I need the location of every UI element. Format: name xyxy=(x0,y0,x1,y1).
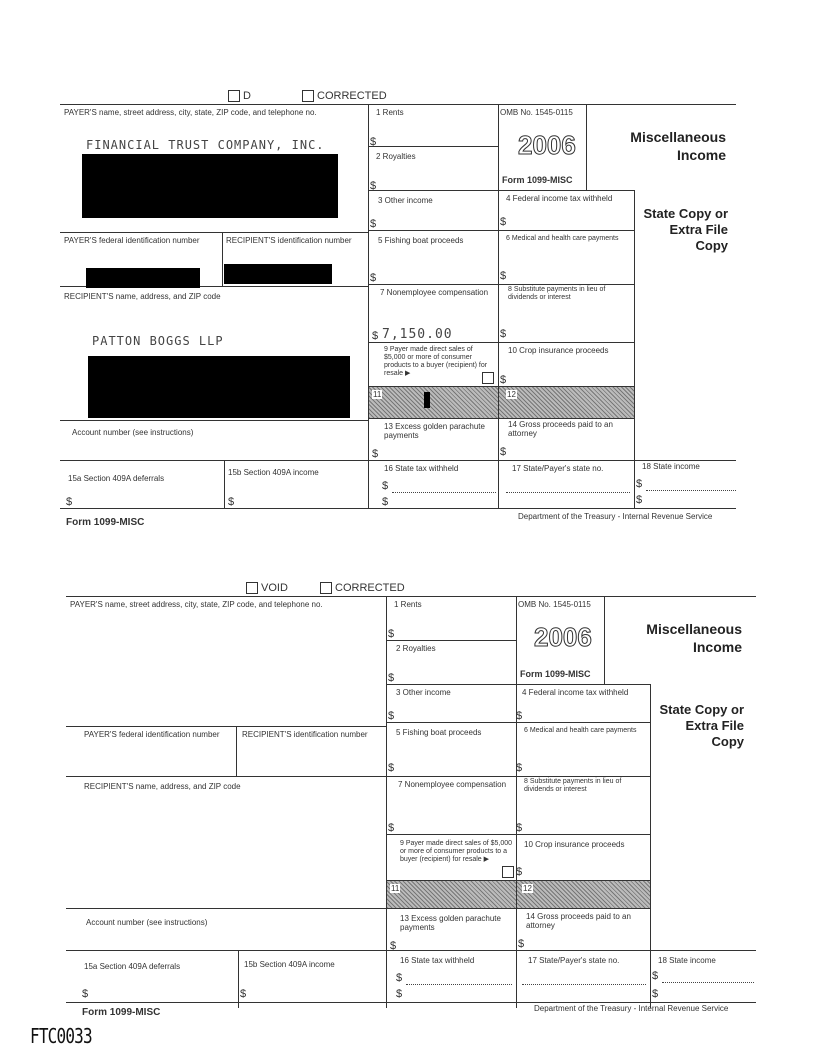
box7-value: 7,150.00 xyxy=(382,327,453,342)
tax-year: 2006 xyxy=(518,130,576,160)
recipient-label: RECIPIENT'S name, address, and ZIP code xyxy=(64,292,221,301)
recipient-id-label-2: RECIPIENT'S identification number xyxy=(242,730,368,739)
box13-label-2: 13 Excess golden parachute payments xyxy=(400,914,501,932)
box15a-label-2: 15a Section 409A deferrals xyxy=(84,962,181,971)
tax-year-2: 2006 xyxy=(534,622,592,652)
corrected-label: CORRECTED xyxy=(317,90,387,102)
box16-label: 16 State tax withheld xyxy=(384,464,459,473)
box2-dollar: $ xyxy=(370,180,377,192)
payer-label-2: PAYER'S name, street address, city, state, ZIP code, and telephone no. xyxy=(70,600,323,609)
box15b-dollar: $ xyxy=(228,496,235,508)
box7-label-2: 7 Nonemployee compensation xyxy=(398,780,507,789)
payer-fed-id-label: PAYER'S federal identification number xyxy=(64,236,200,245)
box14-dollar-2: $ xyxy=(518,938,525,950)
box13-dollar: $ xyxy=(372,448,379,460)
account-label-2: Account number (see instructions) xyxy=(86,918,208,927)
form-label-small-2: Form 1099-MISC xyxy=(520,669,591,679)
box8-label-2: 8 Substitute payments in lieu of dividends or interest xyxy=(524,778,622,793)
bates-number: FTC0033 xyxy=(30,1024,92,1048)
box2-label-2: 2 Royalties xyxy=(396,644,436,653)
box3-label-2: 3 Other income xyxy=(396,688,451,697)
box1-dollar: $ xyxy=(370,136,377,148)
box6-dollar-2: $ xyxy=(516,762,523,774)
box14-label: 14 Gross proceeds paid to an attorney xyxy=(508,420,613,438)
box14-label-2: 14 Gross proceeds paid to an attorney xyxy=(526,912,631,930)
box9-label: 9 Payer made direct sales of $5,000 or more of consumer products to a buyer (recipient) for resale ▶ xyxy=(384,346,488,377)
box10-label: 10 Crop insurance proceeds xyxy=(508,346,609,355)
box7-label: 7 Nonemployee compensation xyxy=(380,288,489,297)
box16-dollar-2a: $ xyxy=(396,972,403,984)
account-label: Account number (see instructions) xyxy=(72,428,194,437)
box12-shaded-2 xyxy=(517,881,650,908)
box18-dollar-1: $ xyxy=(636,478,643,490)
recipient-label-2: RECIPIENT'S name, address, and ZIP code xyxy=(84,782,241,791)
corrected-checkbox-2[interactable] xyxy=(320,582,405,594)
box13-label: 13 Excess golden parachute payments xyxy=(384,422,485,440)
box11-label: 11 xyxy=(373,390,382,399)
box13-dollar-2: $ xyxy=(390,940,397,952)
box16-dollar-2: $ xyxy=(382,496,389,508)
box16-label-2: 16 State tax withheld xyxy=(400,956,475,965)
state-copy-label: State Copy or Extra File Copy xyxy=(643,206,728,253)
footer-form: Form 1099-MISC xyxy=(66,517,145,528)
box18-label-2: 18 State income xyxy=(658,956,716,965)
box5-label: 5 Fishing boat proceeds xyxy=(378,236,464,245)
box18-dollar-2b: $ xyxy=(652,988,659,1000)
box7-dollar: $ xyxy=(372,330,379,342)
box5-label-2: 5 Fishing boat proceeds xyxy=(396,728,482,737)
box14-dollar: $ xyxy=(500,446,507,458)
box17-label: 17 State/Payer's state no. xyxy=(512,464,604,473)
footer-dept-2: Department of the Treasury - Internal Revenue Service xyxy=(534,1004,729,1013)
box4-dollar: $ xyxy=(500,216,507,228)
box10-dollar: $ xyxy=(500,374,507,386)
payer-fed-id-label-2: PAYER'S federal identification number xyxy=(84,730,220,739)
box1-label-2: 1 Rents xyxy=(394,600,422,609)
corrected-box-2[interactable] xyxy=(320,582,332,594)
box4-dollar-2: $ xyxy=(516,710,523,722)
box18-label: 18 State income xyxy=(642,462,700,471)
box17-label-2: 17 State/Payer's state no. xyxy=(528,956,620,965)
box15b-label: 15b Section 409A income xyxy=(228,468,319,477)
box10-label-2: 10 Crop insurance proceeds xyxy=(524,840,625,849)
box8-label: 8 Substitute payments in lieu of dividends or interest xyxy=(508,286,606,301)
box8-dollar: $ xyxy=(500,328,507,340)
box4-label-2: 4 Federal income tax withheld xyxy=(522,688,629,697)
box15b-label-2: 15b Section 409A income xyxy=(244,960,335,969)
box10-dollar-2: $ xyxy=(516,866,523,878)
box9-checkbox-2[interactable] xyxy=(502,866,514,878)
box12-label: 12 xyxy=(507,390,516,399)
box12-label-2: 12 xyxy=(523,884,532,893)
state-copy-label-2: State Copy or Extra File Copy xyxy=(659,702,744,749)
box18-dollar-2a: $ xyxy=(652,970,659,982)
box7-dollar-2: $ xyxy=(388,822,395,834)
box3-dollar: $ xyxy=(370,218,377,230)
recipient-name: PATTON BOGGS LLP xyxy=(92,334,224,348)
box15a-label: 15a Section 409A deferrals xyxy=(68,474,165,483)
box2-label: 2 Royalties xyxy=(376,152,416,161)
box16-dollar-1: $ xyxy=(382,480,389,492)
box3-label: 3 Other income xyxy=(378,196,433,205)
void-label-2: VOID xyxy=(261,582,288,594)
form-title-2: Miscellaneous Income xyxy=(646,621,742,655)
footer-form-2: Form 1099-MISC xyxy=(82,1007,161,1018)
box15b-dollar-2: $ xyxy=(240,988,247,1000)
footer-dept: Department of the Treasury - Internal Revenue Service xyxy=(518,512,713,521)
box9-label-2: 9 Payer made direct sales of $5,000 or more of consumer products to a buyer (recipient) for resale ▶ xyxy=(400,840,513,863)
box5-dollar-2: $ xyxy=(388,762,395,774)
void-box-2[interactable] xyxy=(246,582,258,594)
box11-shaded-2 xyxy=(387,881,516,908)
box15a-dollar-2: $ xyxy=(82,988,89,1000)
box16-dollar-2b: $ xyxy=(396,988,403,1000)
recipient-id-label: RECIPIENT'S identification number xyxy=(226,236,352,245)
payer-name: FINANCIAL TRUST COMPANY, INC. xyxy=(86,138,325,152)
form-label-small: Form 1099-MISC xyxy=(502,175,573,185)
box5-dollar: $ xyxy=(370,272,377,284)
box8-dollar-2: $ xyxy=(516,822,523,834)
box6-label: 6 Medical and health care payments xyxy=(506,235,619,242)
box6-label-2: 6 Medical and health care payments xyxy=(524,727,637,734)
box1-label: 1 Rents xyxy=(376,108,404,117)
form-title: Miscellaneous Income xyxy=(630,129,726,163)
box15a-dollar: $ xyxy=(66,496,73,508)
box18-dollar-2: $ xyxy=(636,494,643,506)
payer-label: PAYER'S name, street address, city, state, ZIP code, and telephone no. xyxy=(64,108,317,117)
omb-number-2: OMB No. 1545-0115 xyxy=(518,600,591,609)
void-label: D xyxy=(243,90,251,102)
omb-number: OMB No. 1545-0115 xyxy=(500,108,573,117)
box2-dollar-2: $ xyxy=(388,672,395,684)
void-checkbox-2[interactable] xyxy=(246,582,288,594)
box6-dollar: $ xyxy=(500,270,507,282)
corrected-label-2: CORRECTED xyxy=(335,582,405,594)
box4-label: 4 Federal income tax withheld xyxy=(506,194,613,203)
box1-dollar-2: $ xyxy=(388,628,395,640)
box11-label-2: 11 xyxy=(391,884,400,893)
box3-dollar-2: $ xyxy=(388,710,395,722)
